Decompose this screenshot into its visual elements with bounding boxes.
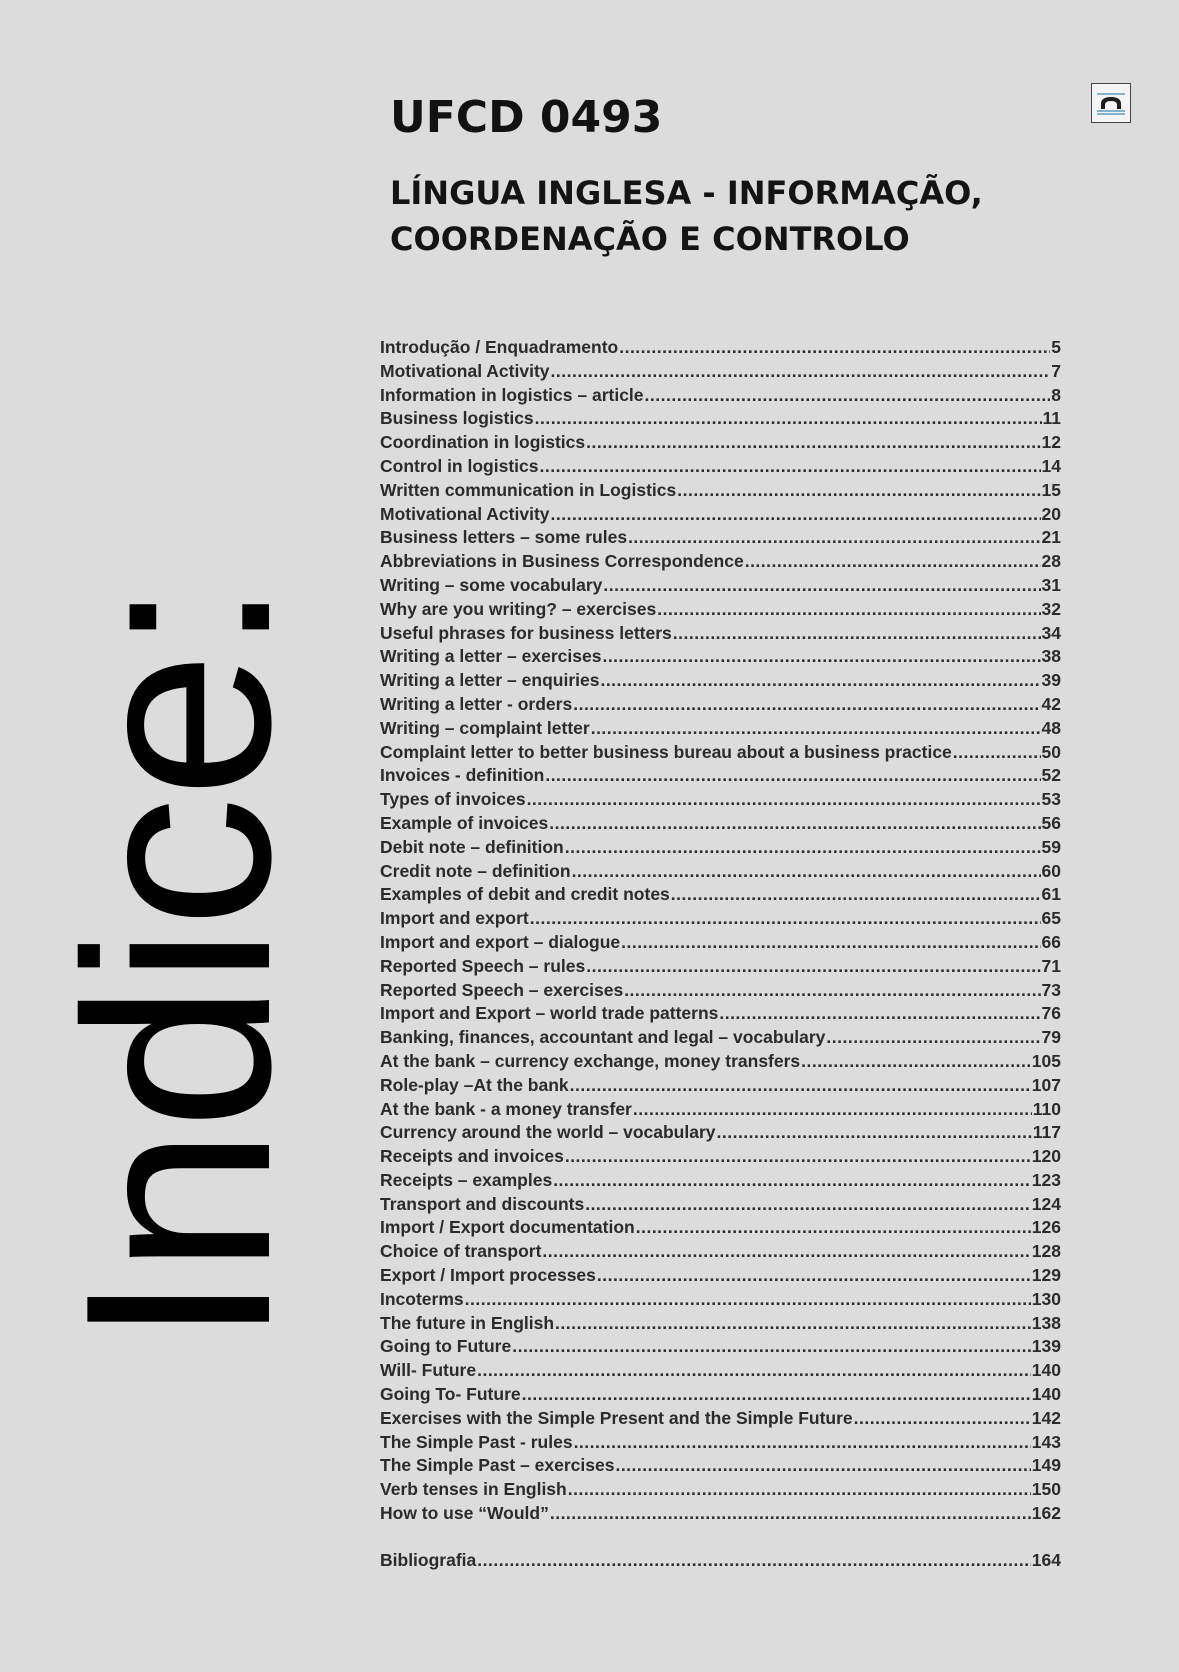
toc-entry[interactable]: [380, 551, 1061, 575]
toc-dot-leader: [545, 765, 1040, 786]
toc-dot-leader: [550, 1503, 1031, 1524]
toc-entry-page: 120: [1031, 1146, 1061, 1167]
toc-entry[interactable]: [380, 718, 1061, 742]
toc-entry-page: 61: [1041, 884, 1061, 905]
toc-entry-label: Receipts and invoices: [380, 1146, 564, 1167]
toc-dot-leader: [597, 1265, 1031, 1286]
toc-entry-page: 32: [1041, 598, 1061, 619]
toc-dot-leader: [671, 884, 1041, 905]
toc-entry-page: 128: [1031, 1241, 1061, 1262]
toc-entry[interactable]: [380, 861, 1061, 885]
toc-entry-page: 34: [1041, 622, 1061, 643]
toc-entry-label: Business logistics: [380, 408, 534, 429]
toc-entry[interactable]: [380, 527, 1061, 551]
toc-entry-label: Abbreviations in Business Correspondence: [380, 551, 744, 572]
toc-dot-leader: [621, 932, 1040, 953]
toc-dot-leader: [570, 1075, 1031, 1096]
toc-entry-label: Motivational Activity: [380, 503, 550, 524]
toc-entry-page: 56: [1041, 812, 1061, 833]
toc-dot-leader: [535, 408, 1042, 429]
toc-entry[interactable]: [380, 1503, 1061, 1527]
toc-entry[interactable]: [380, 980, 1061, 1004]
index-side-title-text: Indice:: [30, 582, 325, 1346]
toc-entry-label: The future in English: [380, 1312, 555, 1333]
toc-entry-page: 66: [1041, 931, 1061, 952]
toc-entry-label: Exercises with the Simple Present and the Simple Future: [380, 1407, 853, 1428]
toc-entry-page: 5: [1051, 337, 1061, 357]
toc-entry[interactable]: [380, 1336, 1061, 1360]
toc-entry-page: 59: [1041, 836, 1061, 857]
toc-entry[interactable]: [380, 456, 1061, 480]
toc-entry[interactable]: [380, 694, 1061, 718]
toc-entry[interactable]: [380, 1146, 1061, 1170]
toc-entry[interactable]: [380, 408, 1061, 432]
toc-dot-leader: [719, 1003, 1040, 1024]
arch-logo-icon: [1091, 83, 1131, 123]
toc-entry-label: Receipts – examples: [380, 1169, 553, 1190]
toc-entry[interactable]: [380, 385, 1061, 409]
toc-dot-leader: [522, 1384, 1031, 1405]
toc-dot-leader: [745, 551, 1041, 572]
toc-dot-leader: [628, 527, 1040, 548]
toc-entry[interactable]: [380, 837, 1061, 861]
course-code: UFCD 0493: [390, 92, 663, 143]
toc-entry-page: 11: [1042, 408, 1061, 429]
toc-entry[interactable]: [380, 742, 1061, 766]
toc-entry-page: 162: [1031, 1503, 1061, 1524]
toc-entry[interactable]: [380, 1455, 1061, 1479]
toc-entry-page: 105: [1031, 1050, 1061, 1071]
toc-entry[interactable]: [380, 1051, 1061, 1075]
toc-entry-page: 7: [1051, 360, 1061, 381]
toc-entry[interactable]: [380, 361, 1061, 385]
toc-entry[interactable]: [380, 1170, 1061, 1194]
toc-dot-leader: [565, 837, 1041, 858]
toc-dot-leader: [586, 432, 1040, 453]
toc-entry[interactable]: [380, 1432, 1061, 1456]
toc-dot-leader: [553, 1170, 1031, 1191]
toc-entry-page: 140: [1031, 1384, 1061, 1405]
toc-dot-leader: [645, 385, 1051, 406]
toc-entry-label: How to use “Would”: [380, 1503, 549, 1524]
toc-entry-label: Motivational Activity: [380, 360, 550, 381]
toc-entry-page: 73: [1041, 979, 1061, 1000]
toc-entry-label: At the bank - a money transfer: [380, 1098, 632, 1119]
toc-entry-label: Writing a letter – enquiries: [380, 670, 600, 691]
toc-entry[interactable]: [380, 480, 1061, 504]
toc-entry-page: 20: [1041, 503, 1061, 524]
toc-dot-leader: [477, 1360, 1031, 1381]
toc-dot-leader: [512, 1336, 1031, 1357]
toc-entry-label: Transport and discounts: [380, 1193, 585, 1214]
toc-entry-page: 15: [1041, 479, 1061, 500]
toc-entry-page: 107: [1031, 1074, 1061, 1095]
toc-entry-page: 31: [1041, 574, 1061, 595]
toc-entry[interactable]: [380, 789, 1061, 813]
toc-dot-leader: [854, 1408, 1031, 1429]
toc-entry-label: Incoterms: [380, 1288, 464, 1309]
toc-entry-page: 39: [1041, 670, 1061, 691]
toc-entry-label: Import and export: [380, 908, 529, 929]
toc-entry-label: Reported Speech – rules: [380, 955, 586, 976]
arch-logo-graphic: [1092, 84, 1130, 122]
toc-dot-leader: [527, 789, 1041, 810]
toc-entry-page: 65: [1041, 908, 1061, 929]
toc-entry-label: Going to Future: [380, 1336, 512, 1357]
toc-dot-leader: [602, 646, 1040, 667]
toc-entry[interactable]: [380, 1313, 1061, 1337]
toc-dot-leader: [591, 718, 1041, 739]
toc-dot-leader: [551, 504, 1041, 525]
toc-dot-leader: [568, 1479, 1031, 1500]
toc-dot-leader: [530, 908, 1041, 929]
toc-entry-label: Writing – complaint letter: [380, 717, 590, 738]
toc-entry-label: Why are you writing? – exercises: [380, 598, 657, 619]
toc-entry-page: 12: [1041, 432, 1061, 453]
toc-dot-leader: [585, 1194, 1031, 1215]
toc-entry[interactable]: [380, 1289, 1061, 1313]
toc-entry-label: Will- Future: [380, 1360, 477, 1381]
toc-entry-label: Export / Import processes: [380, 1265, 596, 1286]
toc-dot-leader: [619, 337, 1050, 358]
toc-entry-label: Going To- Future: [380, 1384, 521, 1405]
toc-dot-leader: [636, 1217, 1031, 1238]
toc-entry-label: Writing a letter - orders: [380, 693, 573, 714]
toc-entry-page: 14: [1041, 455, 1061, 476]
toc-entry[interactable]: [380, 623, 1061, 647]
toc-entry-label: The Simple Past - rules: [380, 1431, 573, 1452]
toc-entry-label: Debit note – definition: [380, 836, 564, 857]
toc-entry-label: At the bank – currency exchange, money transfers: [380, 1050, 801, 1071]
toc-entry-page: 164: [1031, 1549, 1061, 1570]
toc-entry[interactable]: [380, 1479, 1061, 1503]
toc-entry-page: 139: [1031, 1336, 1061, 1357]
toc-entry-label: Import / Export documentation: [380, 1217, 635, 1238]
toc-entry-page: 150: [1031, 1479, 1061, 1500]
toc-entry-page: 76: [1041, 1003, 1061, 1024]
toc-entry[interactable]: [380, 670, 1061, 694]
toc-dot-leader: [801, 1051, 1031, 1072]
toc-entry-label: Bibliografia: [380, 1549, 477, 1570]
toc-entry-page: 60: [1041, 860, 1061, 881]
toc-dot-leader: [657, 599, 1040, 620]
toc-entry-label: Writing – some vocabulary: [380, 574, 603, 595]
toc-entry[interactable]: [380, 646, 1061, 670]
toc-dot-leader: [551, 361, 1051, 382]
toc-entry-label: Written communication in Logistics: [380, 479, 677, 500]
toc-entry-label: Types of invoices: [380, 789, 526, 810]
toc-entry-page: 140: [1031, 1360, 1061, 1381]
toc-entry-page: 8: [1051, 384, 1061, 405]
toc-entry-label: Complaint letter to better business bureau about a business practice: [380, 741, 952, 762]
toc-entry[interactable]: [380, 1408, 1061, 1432]
toc-entry-page: 130: [1031, 1288, 1061, 1309]
toc-entry[interactable]: [380, 432, 1061, 456]
toc-entry-page: 124: [1031, 1193, 1061, 1214]
toc-entry[interactable]: [380, 1122, 1061, 1146]
toc-dot-leader: [677, 480, 1040, 501]
toc-entry[interactable]: [380, 813, 1061, 837]
toc-entry-label: Currency around the world – vocabulary: [380, 1122, 716, 1143]
toc-entry[interactable]: [380, 956, 1061, 980]
toc-entry[interactable]: [380, 884, 1061, 908]
toc-dot-leader: [565, 1146, 1031, 1167]
toc-entry[interactable]: [380, 1265, 1061, 1289]
toc-entry-page: 50: [1041, 741, 1061, 762]
toc-entry-page: 79: [1041, 1027, 1061, 1048]
toc-dot-leader: [574, 1432, 1031, 1453]
toc-entry-page: 143: [1031, 1431, 1061, 1452]
toc-entry-label: Invoices - definition: [380, 765, 545, 786]
toc-dot-leader: [633, 1099, 1032, 1120]
toc-entry-page: 42: [1041, 693, 1061, 714]
toc-entry[interactable]: [380, 908, 1061, 932]
toc-entry[interactable]: [380, 1003, 1061, 1027]
toc-entry-page: 117: [1032, 1122, 1061, 1143]
toc-entry-page: 138: [1031, 1312, 1061, 1333]
toc-dot-leader: [542, 1241, 1030, 1262]
toc-dot-leader: [549, 813, 1040, 834]
toc-dot-leader: [624, 980, 1040, 1001]
toc-dot-leader: [615, 1455, 1030, 1476]
toc-entry-page: 52: [1041, 765, 1061, 786]
toc-dot-leader: [465, 1289, 1031, 1310]
toc-entry-label: Verb tenses in English: [380, 1479, 567, 1500]
toc-entry[interactable]: [380, 1384, 1061, 1408]
toc-dot-leader: [586, 956, 1040, 977]
toc-entry-label: Useful phrases for business letters: [380, 622, 672, 643]
toc-entry[interactable]: [380, 504, 1061, 528]
toc-dot-leader: [953, 742, 1041, 763]
toc-entry-page: 110: [1032, 1098, 1061, 1119]
toc-entry[interactable]: [380, 765, 1061, 789]
toc-entry[interactable]: [380, 932, 1061, 956]
toc-entry-page: 28: [1041, 551, 1061, 572]
toc-dot-leader: [555, 1313, 1031, 1334]
toc-entry[interactable]: [380, 337, 1061, 361]
toc-dot-leader: [573, 694, 1040, 715]
toc-entry-page: 149: [1031, 1455, 1061, 1476]
toc-entry[interactable]: [380, 1360, 1061, 1384]
toc-entry[interactable]: [380, 1550, 1061, 1574]
toc-dot-leader: [673, 623, 1041, 644]
toc-entry[interactable]: [380, 1099, 1061, 1123]
toc-entry-page: 142: [1031, 1407, 1061, 1428]
toc-entry-label: Reported Speech – exercises: [380, 979, 624, 1000]
toc-dot-leader: [717, 1122, 1032, 1143]
toc-entry[interactable]: [380, 1075, 1061, 1099]
toc-entry-page: 53: [1041, 789, 1061, 810]
toc-entry-label: Examples of debit and credit notes: [380, 884, 670, 905]
toc-dot-leader: [572, 861, 1041, 882]
toc-dot-leader: [539, 456, 1040, 477]
toc-entry-label: Example of invoices: [380, 812, 549, 833]
toc-entry-label: Writing a letter – exercises: [380, 646, 602, 667]
toc-entry-label: The Simple Past – exercises: [380, 1455, 615, 1476]
toc-entry-page: 48: [1041, 717, 1061, 738]
toc-entry-label: Import and export – dialogue: [380, 931, 621, 952]
toc-entry[interactable]: [380, 1241, 1061, 1265]
toc-entry-page: 21: [1041, 527, 1061, 548]
toc-dot-leader: [603, 575, 1040, 596]
toc-entry-label: Choice of transport: [380, 1241, 542, 1262]
toc-entry[interactable]: [380, 1194, 1061, 1218]
toc-entry-label: Coordination in logistics: [380, 432, 586, 453]
toc-entry-page: 123: [1031, 1169, 1061, 1190]
toc-dot-leader: [600, 670, 1040, 691]
toc-entry[interactable]: [380, 575, 1061, 599]
toc-entry[interactable]: [380, 1217, 1061, 1241]
toc-entry-label: Banking, finances, accountant and legal – vocabulary: [380, 1027, 826, 1048]
toc-entry-label: Control in logistics: [380, 455, 539, 476]
toc-entry-label: Business letters – some rules: [380, 527, 628, 548]
toc-entry-label: Role-play –At the bank: [380, 1074, 569, 1095]
toc-entry-page: 129: [1031, 1265, 1061, 1286]
toc-entry-page: 38: [1041, 646, 1061, 667]
toc-dot-leader: [826, 1027, 1040, 1048]
toc-entry-label: Introdução / Enquadramento: [380, 337, 619, 357]
toc-entry[interactable]: [380, 1027, 1061, 1051]
toc-entry-label: Import and Export – world trade patterns: [380, 1003, 719, 1024]
course-title: LÍNGUA INGLESA - INFORMAÇÃO, COORDENAÇÃO E CONTROLO: [390, 174, 983, 258]
toc-entry-page: 126: [1031, 1217, 1061, 1238]
toc-entry-page: 71: [1041, 955, 1061, 976]
toc-entry-label: Credit note – definition: [380, 860, 571, 881]
table-of-contents: [380, 337, 1061, 1574]
toc-entry[interactable]: [380, 599, 1061, 623]
toc-entry-label: Information in logistics – article: [380, 384, 644, 405]
toc-dot-leader: [477, 1550, 1031, 1571]
